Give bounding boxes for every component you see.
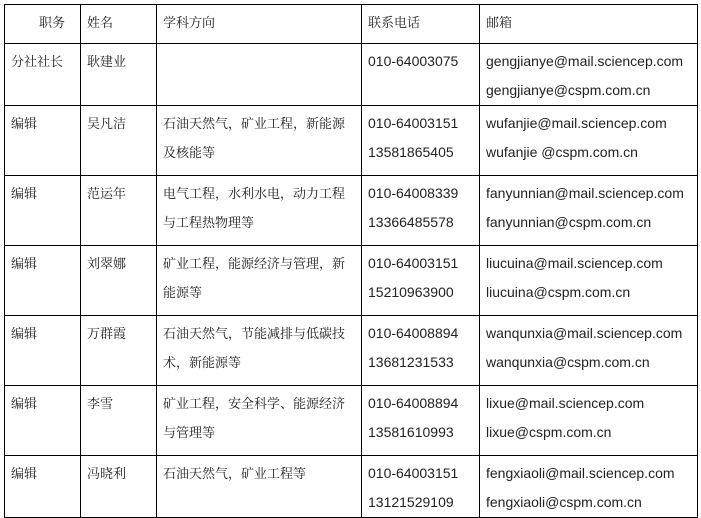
- email-secondary[interactable]: wufanjie @cspm.com.cn: [486, 144, 638, 160]
- name-text: 范运年: [87, 187, 127, 202]
- name-text: 万群霞: [87, 327, 127, 342]
- field-text: 石油天然气，节能减排与低碳技术，新能源等: [163, 327, 346, 371]
- role-cell: [5, 106, 81, 176]
- phone-mobile: 15210963900: [368, 284, 454, 300]
- phone-office: 010-64008339: [368, 185, 459, 201]
- field-text: 电气工程，水利水电，动力工程与工程热物理等: [163, 187, 346, 231]
- phone-cell: [362, 316, 480, 386]
- role-cell: [5, 246, 81, 316]
- header-role: 职务: [5, 5, 81, 44]
- name-cell: [81, 44, 157, 106]
- field-cell: [157, 316, 362, 386]
- name-text: 李雪: [87, 397, 114, 412]
- name-cell: [81, 316, 157, 386]
- email-primary[interactable]: fengxiaoli@mail.sciencep.com: [486, 465, 675, 481]
- email-primary[interactable]: fanyunnian@mail.sciencep.com: [486, 185, 684, 201]
- role-cell: [5, 456, 81, 518]
- role-text: 编辑: [11, 327, 38, 342]
- phone-office: 010-64008894: [368, 395, 459, 411]
- role-cell: [5, 316, 81, 386]
- phone-cell: [362, 44, 480, 106]
- header-phone: 联系电话: [362, 5, 480, 44]
- field-text: 石油天然气，矿业工程，新能源及核能等: [163, 117, 346, 161]
- field-cell: [157, 176, 362, 246]
- role-text: 编辑: [11, 117, 38, 132]
- role-cell: [5, 44, 81, 106]
- field-cell: [157, 246, 362, 316]
- phone-mobile: 13681231533: [368, 354, 454, 370]
- email-secondary[interactable]: liucuina@cspm.com.cn: [486, 284, 631, 300]
- contacts-table: [4, 4, 698, 518]
- name-text: 耿建业: [87, 55, 127, 70]
- phone-office: 010-64003151: [368, 465, 459, 481]
- table-row: [5, 316, 698, 386]
- email-secondary[interactable]: fanyunnian@cspm.com.cn: [486, 214, 652, 230]
- header-field: 学科方向: [157, 5, 362, 44]
- role-text: 编辑: [11, 187, 38, 202]
- email-secondary[interactable]: lixue@cspm.com.cn: [486, 424, 612, 440]
- name-cell: [81, 176, 157, 246]
- table-row: [5, 44, 698, 106]
- email-secondary[interactable]: fengxiaoli@cspm.com.cn: [486, 494, 642, 510]
- email-cell: [480, 246, 698, 316]
- field-cell: [157, 386, 362, 456]
- field-cell: [157, 106, 362, 176]
- email-primary[interactable]: gengjianye@mail.sciencep.com: [486, 53, 684, 69]
- name-cell: [81, 456, 157, 518]
- name-cell: [81, 106, 157, 176]
- role-text: 编辑: [11, 467, 38, 482]
- email-cell: [480, 386, 698, 456]
- role-cell: [5, 386, 81, 456]
- email-cell: [480, 176, 698, 246]
- phone-office: 010-64003151: [368, 255, 459, 271]
- email-primary[interactable]: liucuina@mail.sciencep.com: [486, 255, 663, 271]
- role-text: 分社社长: [11, 55, 64, 70]
- phone-mobile: 13121529109: [368, 494, 454, 510]
- email-secondary[interactable]: gengjianye@cspm.com.cn: [486, 82, 651, 98]
- phone-office: 010-64003075: [368, 53, 459, 69]
- email-cell: [480, 456, 698, 518]
- name-text: 冯晓利: [87, 467, 127, 482]
- phone-cell: [362, 386, 480, 456]
- email-cell: [480, 316, 698, 386]
- field-text: 石油天然气，矿业工程等: [163, 467, 307, 482]
- name-cell: [81, 386, 157, 456]
- phone-office: 010-64008894: [368, 325, 459, 341]
- field-text: 矿业工程，安全科学、能源经济与管理等: [163, 397, 346, 441]
- field-text: 矿业工程，能源经济与管理，新能源等: [163, 257, 346, 301]
- email-primary[interactable]: lixue@mail.sciencep.com: [486, 395, 645, 411]
- name-cell: [81, 246, 157, 316]
- phone-mobile: 13581610993: [368, 424, 454, 440]
- header-name: 姓名: [81, 5, 157, 44]
- table-row: [5, 176, 698, 246]
- phone-cell: [362, 456, 480, 518]
- email-cell: [480, 106, 698, 176]
- email-primary[interactable]: wanqunxia@mail.sciencep.com: [486, 325, 683, 341]
- table-row: [5, 386, 698, 456]
- phone-cell: [362, 246, 480, 316]
- email-primary[interactable]: wufanjie@mail.sciencep.com: [486, 115, 667, 131]
- table-row: [5, 246, 698, 316]
- field-text: [163, 44, 355, 48]
- table-row: [5, 106, 698, 176]
- email-secondary[interactable]: wanqunxia@cspm.com.cn: [486, 354, 650, 370]
- phone-mobile: 13581865405: [368, 144, 454, 160]
- role-cell: [5, 176, 81, 246]
- phone-cell: [362, 106, 480, 176]
- phone-mobile: 13366485578: [368, 214, 454, 230]
- header-email: 邮箱: [480, 5, 698, 44]
- name-text: 刘翠娜: [87, 257, 127, 272]
- role-text: 编辑: [11, 397, 38, 412]
- table-row: [5, 456, 698, 518]
- phone-cell: [362, 176, 480, 246]
- phone-office: 010-64003151: [368, 115, 459, 131]
- role-text: 编辑: [11, 257, 38, 272]
- field-cell: [157, 44, 362, 106]
- field-cell: [157, 456, 362, 518]
- name-text: 吴凡洁: [87, 117, 127, 132]
- email-cell: [480, 44, 698, 106]
- table-header-row: [5, 5, 698, 44]
